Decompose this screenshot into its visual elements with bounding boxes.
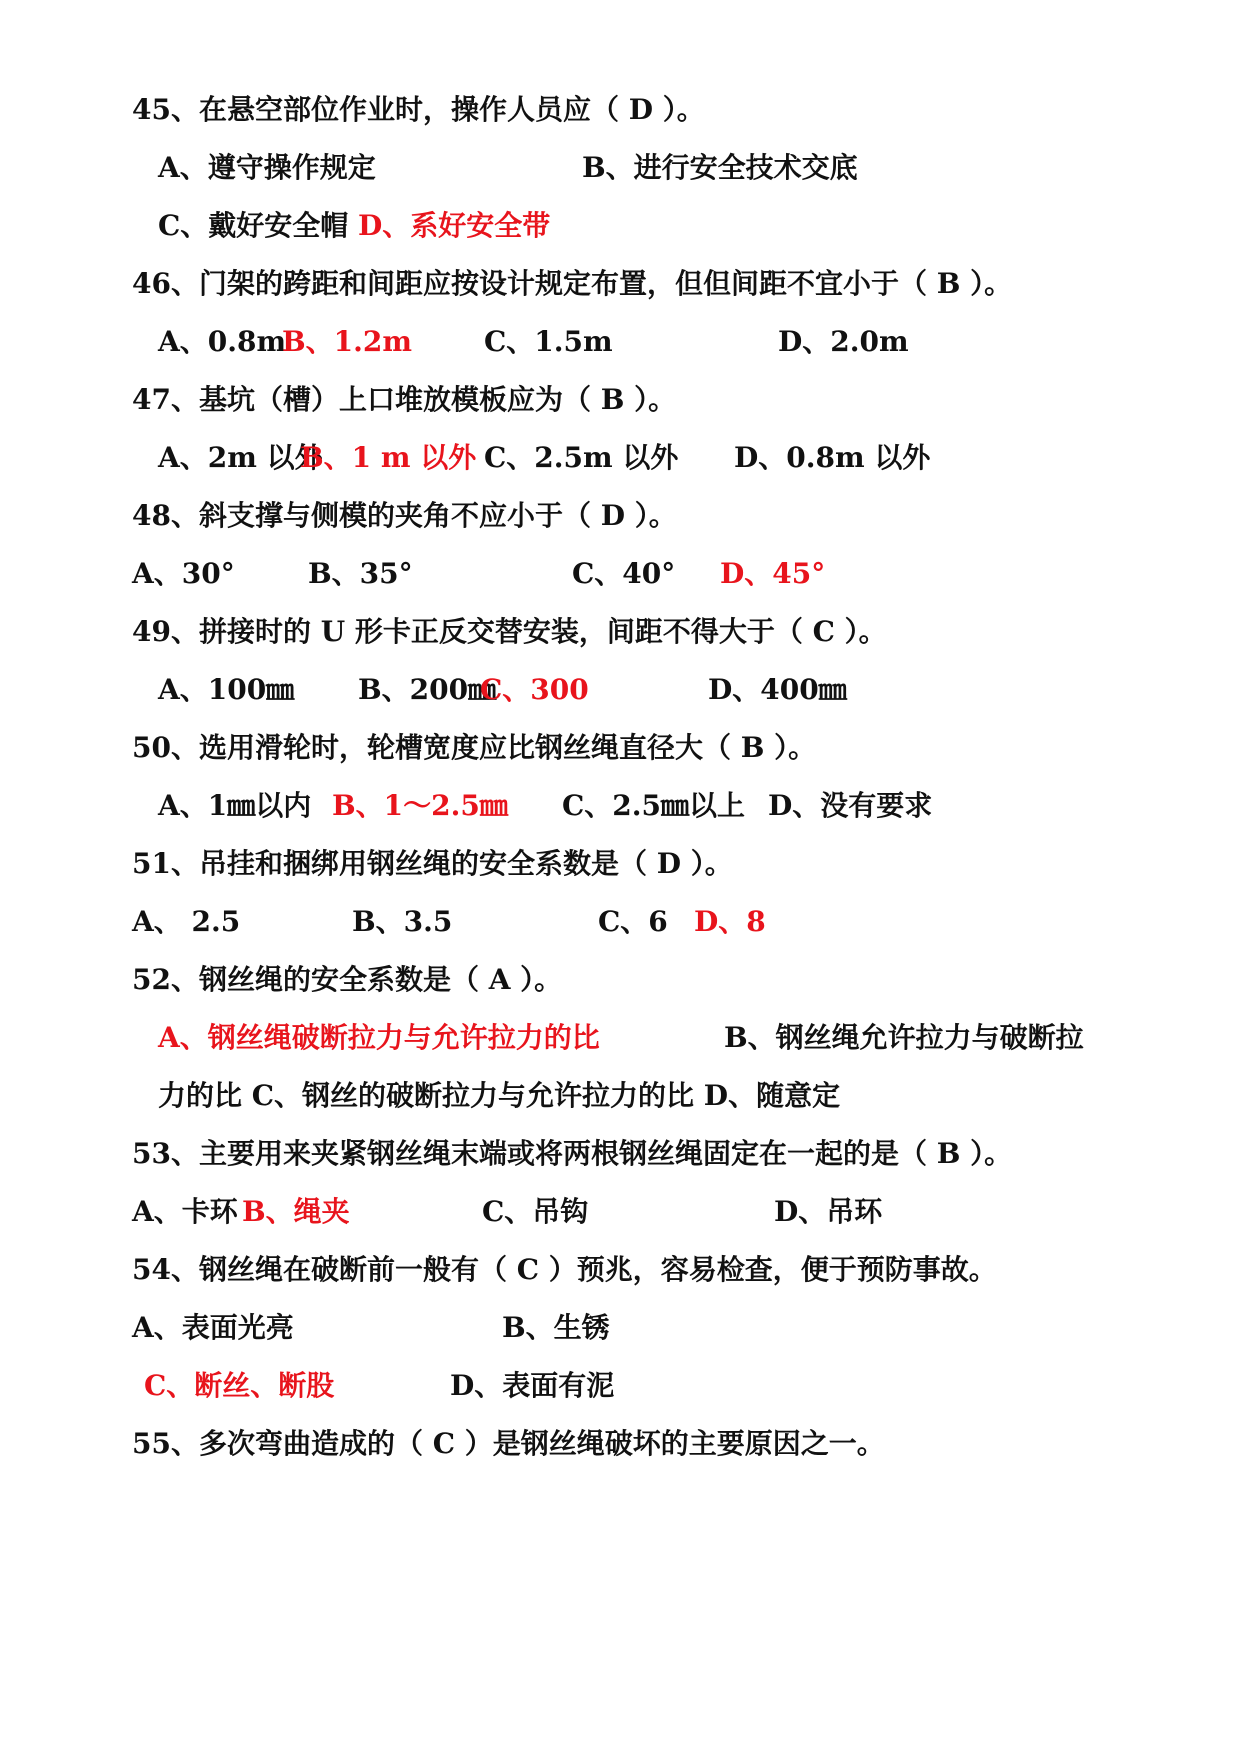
option-50-c: C、2.5㎜以上 xyxy=(562,789,745,822)
question-48-stem: 48、斜支撑与侧模的夹角不应小于（ D ）。 xyxy=(132,499,677,532)
option-47-c: C、2.5m 以外 xyxy=(484,441,679,474)
option-46-c: C、1.5m xyxy=(484,325,613,358)
option-53-a: A、卡环 xyxy=(132,1195,238,1228)
option-52-a-correct: A、钢丝绳破断拉力与允许拉力的比 xyxy=(158,1021,600,1054)
option-51-c: C、6 xyxy=(598,905,668,938)
option-49-d: D、400㎜ xyxy=(708,673,847,706)
question-53-stem: 53、主要用来夹紧钢丝绳末端或将两根钢丝绳固定在一起的是（ B ）。 xyxy=(132,1137,1013,1170)
question-52-stem: 52、钢丝绳的安全系数是（ A ）。 xyxy=(132,963,563,996)
option-50-b-correct: B、1～2.5㎜ xyxy=(332,789,508,822)
option-46-d: D、2.0m xyxy=(778,325,909,358)
option-46-b-correct: B、1.2m xyxy=(282,325,413,358)
option-45-b: B、进行安全技术交底 xyxy=(582,151,858,184)
option-54-c-correct: C、断丝、断股 xyxy=(144,1369,335,1402)
question-45-stem: 45、在悬空部位作业时，操作人员应（ D ）。 xyxy=(132,93,705,126)
option-48-d-correct: D、45° xyxy=(720,557,826,590)
question-46-stem: 46、门架的跨距和间距应按设计规定布置，但但间距不宜小于（ B ）。 xyxy=(132,267,1013,300)
option-48-a: A、30° xyxy=(132,557,235,590)
option-53-b-correct: B、绳夹 xyxy=(242,1195,350,1228)
option-51-b: B、3.5 xyxy=(352,905,453,938)
option-47-b-correct: B、1 m 以外 xyxy=(300,441,477,474)
option-47-a: A、2m 以外 xyxy=(158,441,323,474)
option-45-a: A、遵守操作规定 xyxy=(158,151,376,184)
option-53-d: D、吊环 xyxy=(774,1195,883,1228)
option-46-a: A、0.8m xyxy=(158,325,287,358)
question-49-stem: 49、拼接时的 U 形卡正反交替安装，间距不得大于（ C ）。 xyxy=(132,615,887,648)
question-51-stem: 51、吊挂和捆绑用钢丝绳的安全系数是（ D ）。 xyxy=(132,847,733,880)
option-50-d: D、没有要求 xyxy=(768,789,933,822)
option-48-b: B、35° xyxy=(308,557,413,590)
option-51-a: A、 2.5 xyxy=(132,905,241,938)
option-45-d-correct: D、系好安全带 xyxy=(358,209,551,242)
option-45-c: C、戴好安全帽 xyxy=(158,209,349,242)
option-53-c: C、吊钩 xyxy=(482,1195,589,1228)
question-50-stem: 50、选用滑轮时，轮槽宽度应比钢丝绳直径大（ B ）。 xyxy=(132,731,817,764)
option-52-b: B、钢丝绳允许拉力与破断拉 xyxy=(724,1021,1084,1054)
option-54-d: D、表面有泥 xyxy=(450,1369,615,1402)
question-52-options-row-2: 力的比 C、钢丝的破断拉力与允许拉力的比 D、随意定 xyxy=(158,1079,841,1112)
option-48-c: C、40° xyxy=(572,557,676,590)
question-54-stem: 54、钢丝绳在破断前一般有（ C ）预兆，容易检查，便于预防事故。 xyxy=(132,1253,997,1286)
option-47-d: D、0.8m 以外 xyxy=(734,441,931,474)
option-54-a: A、表面光亮 xyxy=(132,1311,294,1344)
option-49-b: B、200㎜ xyxy=(358,673,497,706)
question-55-stem: 55、多次弯曲造成的（ C ）是钢丝绳破坏的主要原因之一。 xyxy=(132,1427,885,1460)
option-49-c-correct: C、300 xyxy=(480,673,589,706)
option-50-a: A、1㎜以内 xyxy=(158,789,312,822)
option-49-a: A、100㎜ xyxy=(158,673,295,706)
question-47-stem: 47、基坑（槽）上口堆放模板应为（ B ）。 xyxy=(132,383,677,416)
option-51-d-correct: D、8 xyxy=(694,905,766,938)
option-54-b: B、生锈 xyxy=(502,1311,610,1344)
